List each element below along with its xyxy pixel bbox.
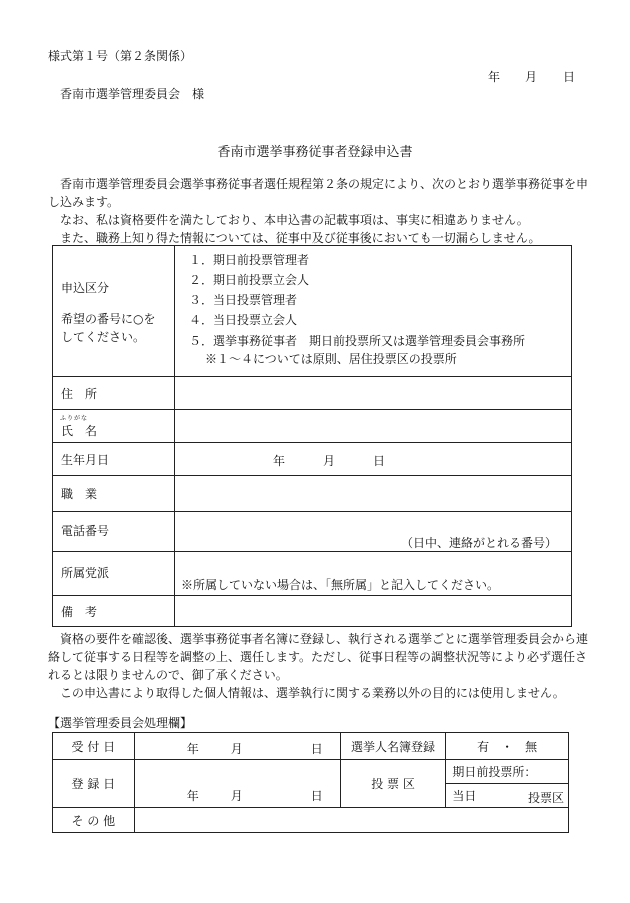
office-use-table xyxy=(52,732,569,833)
polling-place-label: 投票区 xyxy=(527,791,564,805)
date-day: 日 xyxy=(563,70,576,84)
birth-month: 月 xyxy=(322,454,335,468)
phone-label: 電話番号 xyxy=(53,512,175,552)
name-input[interactable] xyxy=(174,410,571,443)
name-row xyxy=(53,410,572,443)
intro-paragraph-1: 香南市選挙管理委員会選挙事務従事者選任規程第２条の規定により、次のとおり選挙事務従事を申し込みます。 xyxy=(48,177,589,209)
party-label: 所属党派 xyxy=(53,552,175,596)
birth-day: 日 xyxy=(372,454,385,468)
option-election-day-witness[interactable]: ４．当日投票立会人 xyxy=(188,313,297,327)
other-value[interactable] xyxy=(134,808,568,833)
registered-year: 年 xyxy=(186,789,199,803)
phone-row xyxy=(53,512,572,552)
category-note: 希望の番号に○をしてください。 xyxy=(61,312,156,344)
birth-year: 年 xyxy=(272,454,285,468)
registration-date-label: 登 録 日 xyxy=(53,760,135,808)
birthdate-label: 生年月日 xyxy=(53,443,175,476)
other-label: そ の 他 xyxy=(53,808,135,833)
early-polling-place[interactable] xyxy=(446,760,569,784)
registration-date-value[interactable] xyxy=(134,760,340,808)
intro-paragraph-3: また、職務上知り得た情報については、従事中及び従事後においても一切漏らしません。 xyxy=(60,231,541,245)
phone-input[interactable] xyxy=(174,512,571,552)
phone-note: （日中、連絡がとれる番号） xyxy=(400,536,557,550)
option-election-staff[interactable]: ５．選挙事務従事者 期日前投票所又は選挙管理委員会事務所 xyxy=(188,334,525,348)
remarks-input[interactable] xyxy=(174,596,571,627)
remarks-label: 備 考 xyxy=(53,596,175,627)
party-note: ※所属していない場合は、「無所属」と記入してください。 xyxy=(180,578,499,592)
birthdate-row xyxy=(53,443,572,476)
address-row xyxy=(53,377,572,410)
category-row xyxy=(53,246,572,377)
name-cell xyxy=(53,410,175,443)
options-note: ※１～４については原則、居住投票区の投票所 xyxy=(204,352,457,366)
birthdate-input[interactable] xyxy=(174,443,571,476)
form-number: 様式第１号（第２条関係） xyxy=(48,49,193,63)
occupation-row xyxy=(53,476,572,512)
voter-registry-label: 選挙人名簿登録 xyxy=(340,733,446,760)
early-polling-label: 期日前投票所： xyxy=(452,765,537,779)
voter-registry-value[interactable]: 有 ・ 無 xyxy=(446,733,569,760)
received-date-value[interactable] xyxy=(134,733,340,760)
office-row-other xyxy=(53,808,569,833)
date-month: 月 xyxy=(525,70,538,84)
office-section-title: 【選挙管理委員会処理欄】 xyxy=(48,716,193,730)
received-date-label: 受 付 日 xyxy=(53,733,135,760)
office-row-received xyxy=(53,733,569,760)
option-election-day-manager[interactable]: ３．当日投票管理者 xyxy=(188,293,297,307)
election-day-label: 当日 xyxy=(452,789,477,803)
name-furigana: ふりがな xyxy=(60,415,89,422)
option-early-voting-manager[interactable]: １．期日前投票管理者 xyxy=(188,253,309,267)
occupation-label: 職 業 xyxy=(53,476,175,512)
notes-paragraph-1: 資格の要件を確認後、選挙事務従事者名簿に登録し、執行される選挙ごとに選挙管理委員会から連絡して従事する日程等を調整の上、選任します。ただし、従事日程等の調整状況等により必ず選任されるとは限りませんので、御了承ください。 xyxy=(48,632,589,682)
address-label: 住 所 xyxy=(53,377,175,410)
addressee: 香南市選挙管理委員会 様 xyxy=(60,87,205,101)
party-row xyxy=(53,552,572,596)
received-month: 月 xyxy=(230,742,243,756)
office-row-registered-a xyxy=(53,760,569,784)
category-cell xyxy=(53,246,175,377)
notes-paragraph-2: この申込書により取得した個人情報は、選挙執行に関する業務以外の目的には使用しません。 xyxy=(60,686,565,700)
registered-month: 月 xyxy=(230,789,243,803)
received-year: 年 xyxy=(186,742,199,756)
application-form-table xyxy=(52,245,572,627)
received-day: 日 xyxy=(310,742,323,756)
name-label: 氏 名 xyxy=(61,423,98,438)
election-day-polling-place[interactable] xyxy=(446,784,569,808)
category-options-cell xyxy=(174,246,571,377)
address-input[interactable] xyxy=(174,377,571,410)
category-label: 申込区分 xyxy=(61,281,110,295)
polling-district-label: 投 票 区 xyxy=(340,760,446,808)
remarks-row xyxy=(53,596,572,627)
option-early-voting-witness[interactable]: ２．期日前投票立会人 xyxy=(188,273,309,287)
registered-day: 日 xyxy=(310,789,323,803)
occupation-input[interactable] xyxy=(174,476,571,512)
party-input[interactable] xyxy=(174,552,571,596)
date-year: 年 xyxy=(488,70,501,84)
intro-paragraph-2: なお、私は資格要件を満たしており、本申込書の記載事項は、事実に相違ありません。 xyxy=(60,213,529,227)
page-title: 香南市選挙事務従事者登録申込書 xyxy=(217,145,413,160)
